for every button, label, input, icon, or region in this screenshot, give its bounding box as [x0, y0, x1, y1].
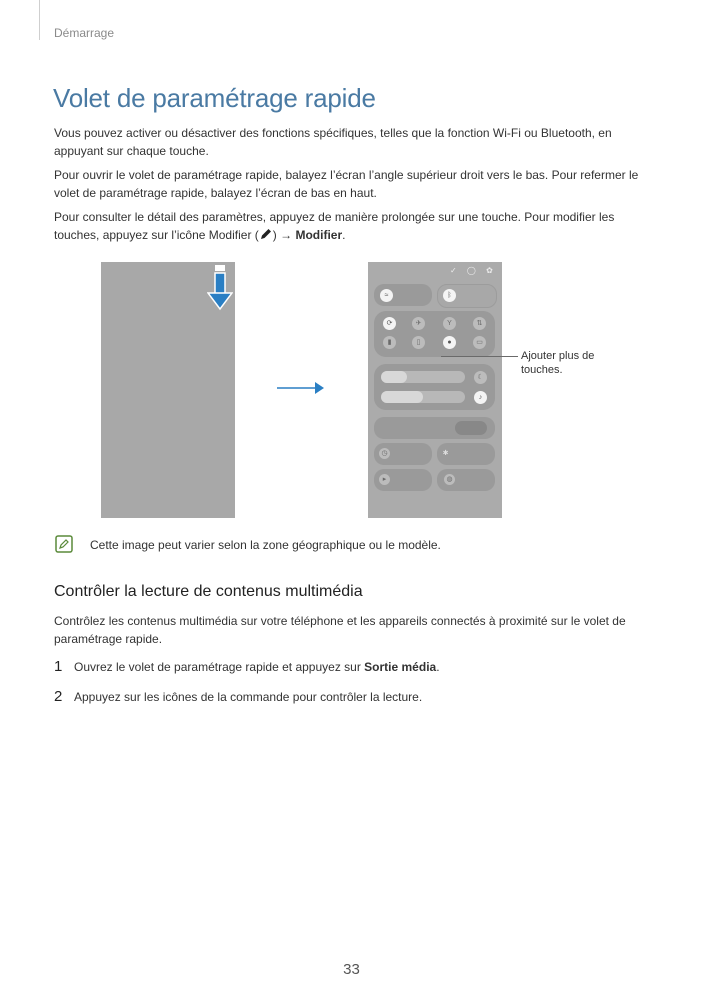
- device-icon: ◍: [444, 474, 455, 485]
- pencil-icon: [259, 227, 273, 241]
- page-title: Volet de paramétrage rapide: [53, 83, 376, 113]
- intro-p3-end: .: [342, 228, 346, 242]
- media-output-label: Sortie média: [364, 660, 437, 674]
- step-number: 1: [54, 658, 63, 675]
- note-text: Cette image peut varier selon la zone géographique ou le modèle.: [90, 538, 441, 552]
- bluetooth-icon: ᛒ: [443, 289, 456, 302]
- status-icons: ✓ ◯ ✿: [450, 266, 497, 275]
- brightness-fill: [381, 371, 407, 383]
- intro-paragraph-2: Pour ouvrir le volet de paramétrage rapide, balayez l’écran l’angle supérieur droit vers le bas. Pour refermer le volet de paramétrage rapide, balayez l’écran de bas en haut.: [54, 168, 639, 200]
- flashlight-icon: Y: [443, 317, 456, 330]
- modifier-label: Modifier: [295, 228, 343, 242]
- night-mode-icon: ☾: [474, 371, 487, 384]
- callout-add-tiles: Ajouter plus de touches.: [521, 350, 595, 376]
- intro-p3-text: Pour consulter le détail des paramètres, appuyez de manière prolongée sur une touche. Pour modifier les touches, appuyez sur l’icône Modifier (: [54, 210, 615, 242]
- data-icon: ⇅: [473, 317, 486, 330]
- page-number: 33: [343, 961, 360, 978]
- location-icon: ●: [443, 336, 456, 349]
- header-rule: [39, 0, 40, 40]
- timer-icon: ◷: [379, 448, 390, 459]
- step-1: [54, 658, 440, 675]
- play-icon: ▸: [379, 474, 390, 485]
- down-swipe-arrow-icon: [207, 265, 233, 311]
- volume-fill: [381, 391, 423, 403]
- step-text: Ouvrez le volet de paramétrage rapide et appuyez sur: [74, 660, 365, 674]
- battery-icon: ▮: [383, 336, 396, 349]
- step-text: Appuyez sur les icônes de la commande pour contrôler la lecture.: [74, 690, 423, 704]
- step-2: [54, 688, 422, 705]
- screen-icon: ▭: [473, 336, 486, 349]
- lock-icon: ▯: [412, 336, 425, 349]
- section-title: Contrôler la lecture de contenus multimédia: [54, 583, 363, 600]
- note-icon: [55, 535, 73, 553]
- intro-paragraph-1: Vous pouvez activer ou désactiver des fonctions spécifiques, telles que la fonction Wi-Fi ou Bluetooth, en appuyant sur chaque touche.: [54, 126, 612, 158]
- step-number: 2: [54, 688, 63, 705]
- section-header: Démarrage: [54, 26, 115, 40]
- sync-icon: ⟳: [383, 317, 396, 330]
- volume-icon: ♪: [474, 391, 487, 404]
- intro-paragraph-3: [54, 208, 654, 244]
- star-icon: ✱: [442, 450, 449, 457]
- wifi-icon: ≈: [380, 289, 393, 302]
- step-end: .: [436, 660, 440, 674]
- intro-p3-arrow: ) →: [272, 228, 296, 242]
- right-arrow-icon: [277, 380, 325, 396]
- airplane-icon: ✈: [412, 317, 425, 330]
- callout-line: [441, 356, 518, 357]
- media-output-button: [455, 421, 487, 435]
- section-body: Contrôlez les contenus multimédia sur votre téléphone et les appareils connectés à proximité sur le volet de paramétrage rapide.: [54, 614, 626, 646]
